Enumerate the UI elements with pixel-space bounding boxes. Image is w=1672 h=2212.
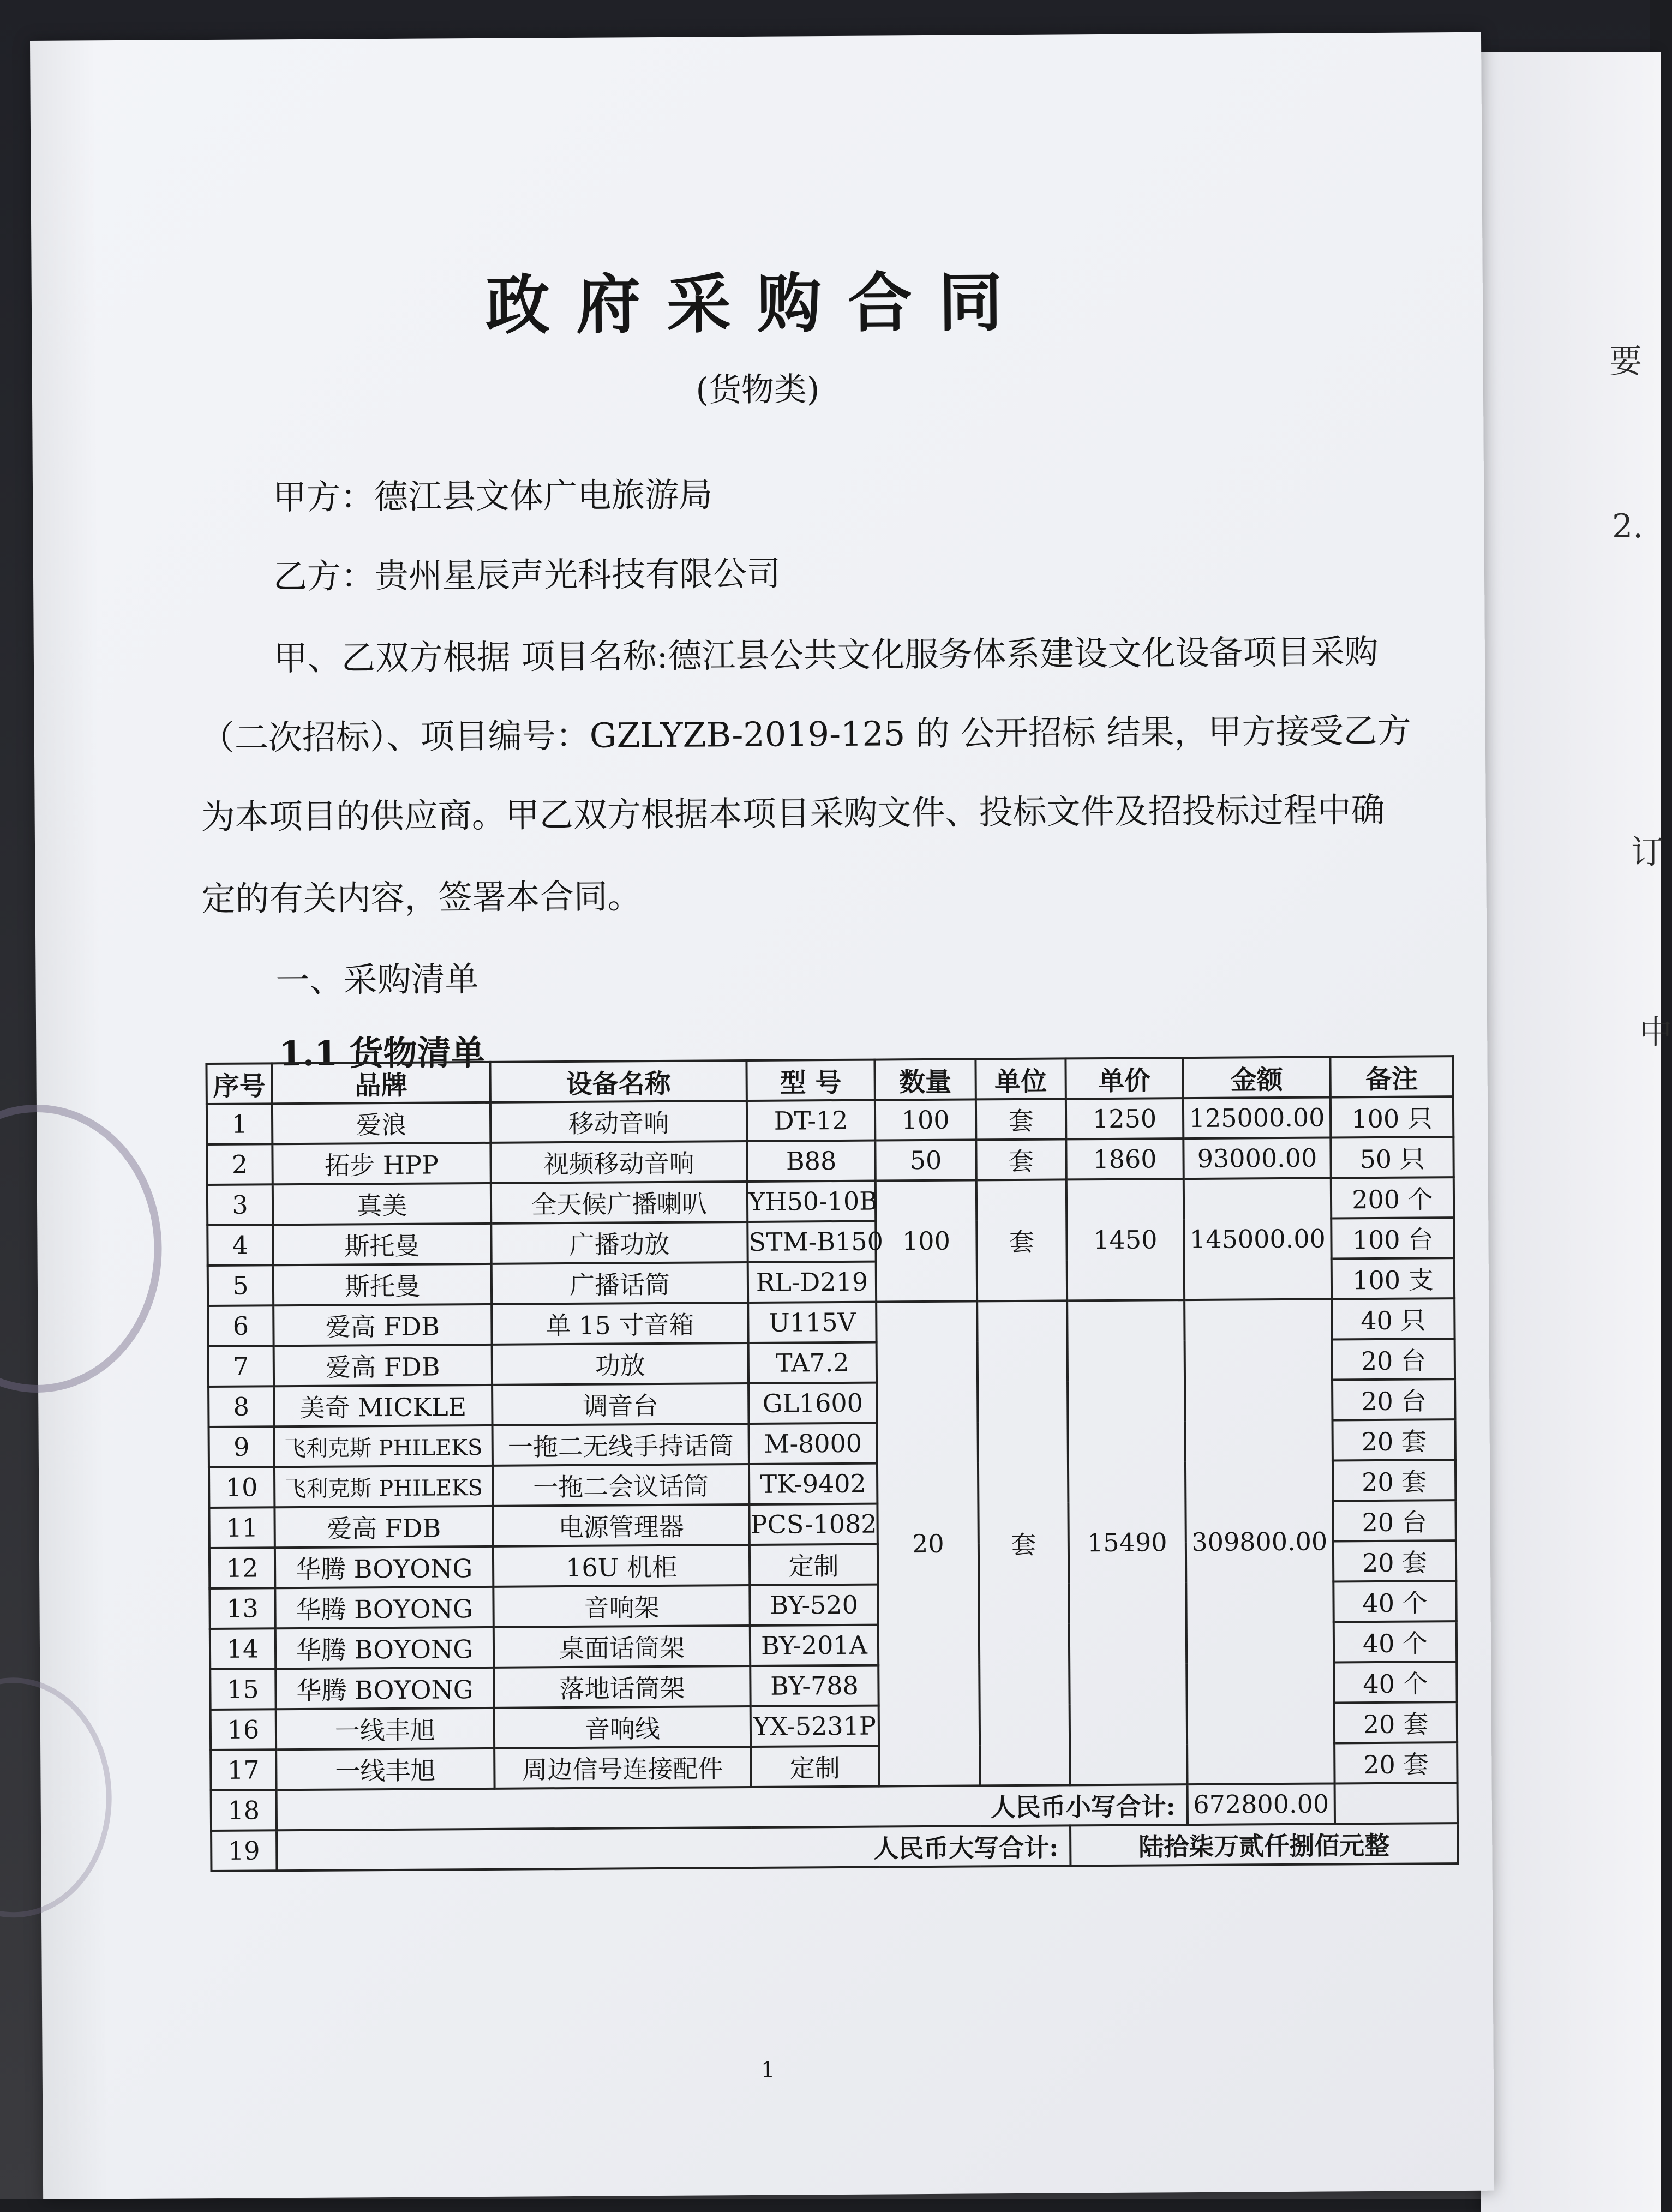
- table-cell: BY-788: [750, 1665, 878, 1706]
- table-cell: 1860: [1066, 1138, 1183, 1179]
- table-cell: 广播功放: [491, 1222, 747, 1264]
- table-cell: 一线丰旭: [276, 1748, 494, 1790]
- table-cell: 40 个: [1333, 1581, 1456, 1622]
- table-cell: 调音台: [492, 1383, 748, 1425]
- table-cell: 爱浪: [272, 1102, 490, 1144]
- table-cell: 15: [210, 1669, 275, 1710]
- table-cell: 18: [211, 1790, 277, 1831]
- table-cell: 16U 机柜: [493, 1545, 750, 1587]
- table-cell: 10: [209, 1467, 274, 1508]
- table-cell: 视频移动音响: [490, 1141, 747, 1183]
- table-cell: 12: [209, 1548, 275, 1588]
- table-cell: 200 个: [1331, 1177, 1454, 1218]
- table-cell: 1250: [1066, 1098, 1183, 1139]
- table-cell: 11: [209, 1507, 274, 1548]
- table-cell: 落地话筒架: [494, 1666, 750, 1708]
- table-cell: 7: [208, 1346, 274, 1387]
- table-cell: 100 支: [1332, 1258, 1454, 1299]
- table-cell: 电源管理器: [493, 1504, 749, 1546]
- table-cell: BY-201A: [750, 1625, 878, 1666]
- table-cell: 定制: [751, 1746, 879, 1787]
- table-cell: 4: [207, 1225, 273, 1266]
- table-cell: 40 个: [1334, 1621, 1457, 1662]
- intro-line: （二次招标）、项目编号：GZLYZB-2019-125 的 公开招标 结果，甲方接受乙方: [200, 710, 1411, 758]
- table-cell: DT-12: [747, 1100, 875, 1141]
- table-row: [207, 1177, 1454, 1225]
- adjacent-fragment: 2.: [1612, 507, 1644, 545]
- table-cell: 移动音响: [490, 1101, 747, 1143]
- total-small-value: 672800.00: [1188, 1783, 1335, 1825]
- table-cell: 斯托曼: [273, 1264, 492, 1305]
- table-cell: 145000.00: [1184, 1178, 1332, 1300]
- table-cell: 20 套: [1334, 1702, 1457, 1743]
- table-cell: 20 套: [1334, 1742, 1457, 1783]
- table-cell: B88: [747, 1141, 875, 1182]
- adjacent-page: [1481, 52, 1672, 2212]
- table-cell: 一拖二无线手持话筒: [493, 1424, 749, 1466]
- total-big-label: 人民币大写合计:: [277, 1825, 1070, 1871]
- intro-line: 甲、乙双方根据 项目名称:德江县公共文化服务体系建设文化设备项目采购: [273, 631, 1379, 679]
- table-cell: 20 套: [1332, 1419, 1455, 1460]
- table-cell: 套: [976, 1179, 1067, 1301]
- table-cell: 20 台: [1333, 1500, 1455, 1541]
- total-small-row: [211, 1783, 1458, 1831]
- header-cell: 序号: [206, 1063, 272, 1104]
- table-cell: 16: [211, 1709, 276, 1750]
- table-cell: 音响架: [493, 1585, 750, 1627]
- header-cell: 金额: [1183, 1057, 1330, 1098]
- table-cell: 爱高 FDB: [273, 1304, 492, 1346]
- table-cell: 3: [207, 1184, 273, 1225]
- table-cell: 6: [208, 1305, 273, 1346]
- adjacent-fragment: 中: [1639, 1014, 1672, 1052]
- table-cell: 20 台: [1332, 1339, 1455, 1380]
- table-cell: 飞利克斯 PHILEKS: [274, 1425, 493, 1467]
- table-cell: 20: [876, 1301, 980, 1786]
- adjacent-fragment: 订: [1631, 834, 1664, 872]
- table-cell: YH50-10B: [747, 1181, 876, 1222]
- table-cell: 20 台: [1332, 1379, 1455, 1420]
- table-cell: 5: [208, 1265, 273, 1306]
- table-cell: 100: [875, 1099, 976, 1140]
- section-heading: 一、采购清单: [275, 959, 479, 1000]
- total-big-row: [211, 1823, 1458, 1871]
- total-small-label: 人民币小写合计:: [277, 1784, 1188, 1830]
- table-cell: 真美: [273, 1183, 491, 1225]
- table-cell: 爱高 FDB: [274, 1506, 493, 1548]
- table-cell: 40 只: [1332, 1298, 1454, 1339]
- table-header-row: [206, 1056, 1453, 1104]
- table-cell: 爱高 FDB: [274, 1345, 492, 1386]
- table-cell: 飞利克斯 PHILEKS: [274, 1466, 493, 1507]
- table-cell: 40 个: [1334, 1662, 1457, 1703]
- adjacent-fragment: 要: [1609, 343, 1642, 381]
- goods-table: [205, 1055, 1459, 1872]
- table-cell: 美奇 MICKLE: [274, 1385, 492, 1426]
- table-cell: 斯托曼: [273, 1224, 491, 1265]
- table-cell: 1: [207, 1104, 272, 1144]
- table-row: [207, 1137, 1453, 1185]
- table-cell: PCS-1082: [749, 1504, 877, 1545]
- table-cell: 2: [207, 1144, 272, 1185]
- table-cell: 100: [876, 1180, 977, 1302]
- table-cell: 华腾 BOYONG: [275, 1546, 493, 1588]
- header-cell: 设备名称: [490, 1060, 746, 1102]
- table-cell: 125000.00: [1183, 1097, 1331, 1138]
- table-cell: GL1600: [748, 1383, 877, 1424]
- table-cell: 9: [209, 1426, 274, 1467]
- table-row: [208, 1298, 1454, 1346]
- table-cell: 309800.00: [1184, 1299, 1334, 1784]
- table-cell: 14: [210, 1628, 275, 1669]
- table-cell: STM-B150: [747, 1221, 876, 1262]
- seal-stamp: [0, 1104, 163, 1394]
- table-cell: 华腾 BOYONG: [275, 1587, 493, 1628]
- table-cell: 音响线: [494, 1706, 751, 1748]
- table-cell: 50 只: [1331, 1137, 1453, 1178]
- header-cell: 品牌: [272, 1062, 490, 1104]
- header-cell: 单价: [1065, 1058, 1183, 1099]
- document-title: 政府采购合同: [485, 263, 1029, 343]
- table-cell: 1450: [1066, 1179, 1184, 1300]
- table-cell: 一拖二会议话筒: [493, 1464, 749, 1506]
- table-cell: 套: [976, 1139, 1066, 1180]
- table-cell: M-8000: [749, 1423, 877, 1464]
- subsection-heading: 1.1 货物清单: [279, 1032, 486, 1074]
- table-cell: 周边信号连接配件: [494, 1747, 751, 1789]
- table-cell: 桌面话筒架: [494, 1626, 750, 1668]
- table-cell: 华腾 BOYONG: [275, 1627, 494, 1669]
- table-cell: [1335, 1783, 1458, 1824]
- table-cell: 13: [209, 1588, 275, 1629]
- table-cell: 100 只: [1331, 1096, 1453, 1137]
- table-cell: RL-D219: [748, 1262, 876, 1303]
- table-cell: 套: [977, 1300, 1070, 1785]
- intro-line: 为本项目的供应商。甲乙双方根据本项目采购文件、投标文件及招投标过程中确: [201, 789, 1385, 837]
- contract-page: [30, 32, 1494, 2199]
- table-cell: 单 15 寸音箱: [492, 1303, 748, 1345]
- header-cell: 数量: [874, 1059, 975, 1100]
- table-cell: 功放: [492, 1343, 748, 1385]
- table-row: [207, 1096, 1453, 1144]
- table-cell: 套: [976, 1099, 1066, 1140]
- header-cell: 单位: [975, 1058, 1065, 1099]
- page-number: 1: [760, 2057, 775, 2083]
- table-cell: 定制: [750, 1544, 878, 1585]
- table-cell: 100 台: [1331, 1218, 1454, 1258]
- table-cell: 华腾 BOYONG: [275, 1668, 494, 1709]
- intro-line: 定的有关内容，签署本合同。: [201, 876, 642, 919]
- table-cell: 50: [875, 1140, 976, 1180]
- table-cell: BY-520: [750, 1585, 878, 1626]
- table-cell: 广播话筒: [492, 1262, 748, 1304]
- total-big-value: 陆拾柒万贰仟捌佰元整: [1070, 1823, 1458, 1866]
- table-cell: 全天候广播喇叭: [491, 1182, 747, 1224]
- table-cell: YX-5231P: [751, 1706, 879, 1747]
- document-subtitle: (货物类): [696, 370, 820, 410]
- table-cell: 19: [211, 1830, 277, 1871]
- table-cell: 17: [211, 1749, 276, 1790]
- party-a: 甲方：德江县文体广电旅游局: [272, 475, 713, 518]
- table-cell: 15490: [1067, 1300, 1187, 1785]
- table-cell: 20 套: [1333, 1460, 1455, 1501]
- table-cell: TA7.2: [748, 1342, 877, 1383]
- table-cell: 93000.00: [1183, 1137, 1331, 1179]
- table-cell: 一线丰旭: [276, 1708, 494, 1749]
- header-cell: 型 号: [746, 1060, 874, 1101]
- party-b: 乙方：贵州星辰声光科技有限公司: [273, 553, 781, 597]
- table-cell: 20 套: [1333, 1540, 1456, 1581]
- table-cell: 8: [208, 1386, 274, 1427]
- table-cell: TK-9402: [749, 1464, 877, 1504]
- table-cell: U115V: [748, 1302, 876, 1343]
- header-cell: 备注: [1330, 1056, 1453, 1097]
- table-cell: 拓步 HPP: [272, 1143, 490, 1184]
